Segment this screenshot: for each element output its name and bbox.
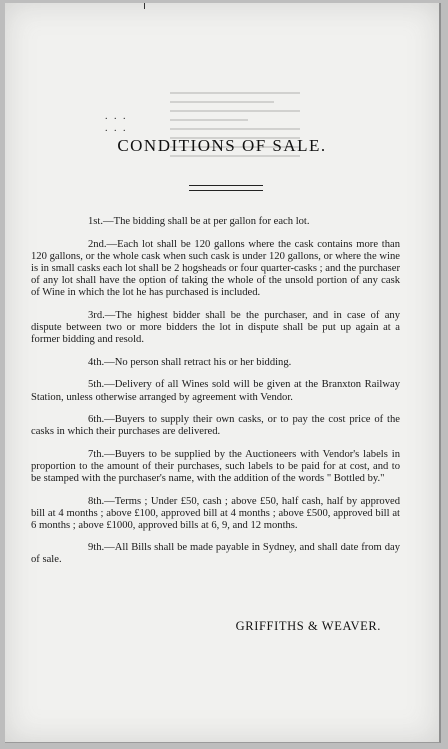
condition-3: 3rd.—The highest bidder shall be the purchaser, and in case of any dispute between two or more bidders the lot in dispute shall be put up again at a former bidding and resold. — [31, 310, 400, 346]
margin-dots: . . . — [105, 123, 128, 134]
condition-2: 2nd.—Each lot shall be 120 gallons where the cask contains more than 120 gallons, or the whole cask when such cask is under 120 gallons, or where the wine is in small casks each lot shall be 2 hogsheads or four quarter-casks ; and the purchaser of any lot shall have the option of taking the whole of the unsold portion of any cask of Wine in which the lot he has purchased is included. — [31, 239, 400, 299]
document-page — [5, 3, 441, 743]
condition-8: 8th.—Terms ; Under £50, cash ; above £50, half cash, half by approved bill at 4 months ; above £100, approved bill at 4 months ; above £500, approved bill at 6 months ; above £1000, approved bills at 6, 9, and 12 months. — [31, 495, 400, 531]
condition-6: 6th.—Buyers to supply their own casks, or to pay the cost price of the casks in which their purchases are delivered. — [31, 414, 400, 438]
condition-4: 4th.—No person shall retract his or her bidding. — [88, 356, 292, 368]
auctioneer-signature: GRIFFITHS & WEAVER. — [235, 619, 381, 633]
top-edge-mark — [144, 3, 145, 9]
condition-7: 7th.—Buyers to be supplied by the Auctioneers with Vendor's labels in proportion to the amount of their purchases, such labels to be paid for at cost, and to be stamped with the purchaser's name, with the addition of the words " Bottled by." — [31, 448, 400, 484]
page-title: CONDITIONS OF SALE. — [117, 136, 327, 155]
conditions-list — [31, 216, 400, 577]
title-rule — [189, 185, 263, 191]
condition-9: 9th.—All Bills shall be made payable in Sydney, and shall date from day of sale. — [31, 542, 400, 566]
condition-1: 1st.—The bidding shall be at per gallon for each lot. — [88, 216, 310, 227]
margin-dots: . . . — [105, 111, 128, 122]
condition-5: 5th.—Delivery of all Wines sold will be given at the Branxton Railway Station, unless otherwise arranged by agreement with Vendor. — [31, 379, 400, 403]
